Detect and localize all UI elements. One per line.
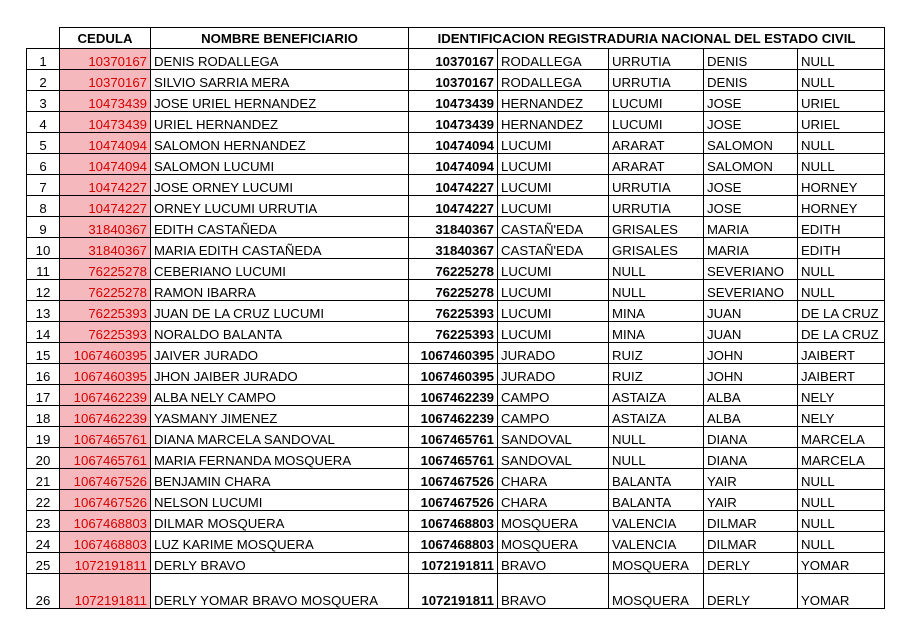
registry-id-cell: 1067462239 [409,385,498,406]
first-surname-cell: RODALLEGA [498,70,609,91]
registry-id-cell: 76225278 [409,280,498,301]
row-number-cell: 13 [27,301,60,322]
first-name-cell: DERLY [704,574,798,609]
cedula-cell: 1067462239 [60,406,151,427]
table-row [27,301,885,322]
table-row [27,112,885,133]
beneficiary-name-cell: JUAN DE LA CRUZ LUCUMI [151,301,409,322]
first-name-cell: JOSE [704,196,798,217]
second-surname-cell: NULL [609,448,704,469]
beneficiary-name-cell: SALOMON HERNANDEZ [151,133,409,154]
second-name-cell: EDITH [798,217,885,238]
first-surname-cell: JURADO [498,343,609,364]
header-nombre-beneficiario: NOMBRE BENEFICIARIO [151,28,409,49]
row-number-cell: 11 [27,259,60,280]
table-row [27,490,885,511]
second-name-cell: NULL [798,490,885,511]
second-name-cell: MARCELA [798,427,885,448]
beneficiary-name-cell: JAIVER JURADO [151,343,409,364]
beneficiary-name-cell: ORNEY LUCUMI URRUTIA [151,196,409,217]
row-number-cell: 14 [27,322,60,343]
table-row [27,427,885,448]
first-name-cell: YAIR [704,469,798,490]
registry-id-cell: 31840367 [409,238,498,259]
second-name-cell: NULL [798,280,885,301]
table-row [27,532,885,553]
first-surname-cell: SANDOVAL [498,427,609,448]
table-row [27,448,885,469]
first-name-cell: DILMAR [704,532,798,553]
cedula-cell: 1067468803 [60,511,151,532]
second-surname-cell: URRUTIA [609,49,704,70]
second-surname-cell: GRISALES [609,238,704,259]
row-number-cell: 17 [27,385,60,406]
beneficiary-name-cell: DERLY YOMAR BRAVO MOSQUERA [151,574,409,609]
first-name-cell: SALOMON [704,154,798,175]
beneficiary-name-cell: MARIA EDITH CASTAÑEDA [151,238,409,259]
second-surname-cell: NULL [609,427,704,448]
row-number-cell: 10 [27,238,60,259]
registry-id-cell: 31840367 [409,217,498,238]
first-name-cell: SEVERIANO [704,280,798,301]
second-surname-cell: ARARAT [609,133,704,154]
table-row [27,406,885,427]
table-row [27,217,885,238]
row-number-cell: 2 [27,70,60,91]
first-surname-cell: RODALLEGA [498,49,609,70]
cedula-cell: 10474227 [60,196,151,217]
first-surname-cell: CHARA [498,490,609,511]
row-number-cell: 7 [27,175,60,196]
cedula-cell: 10474094 [60,154,151,175]
first-name-cell: JUAN [704,322,798,343]
first-surname-cell: SANDOVAL [498,448,609,469]
table-row [27,70,885,91]
table-row [27,385,885,406]
second-surname-cell: ARARAT [609,154,704,175]
first-surname-cell: LUCUMI [498,133,609,154]
cedula-cell: 76225393 [60,301,151,322]
registry-id-cell: 1067465761 [409,448,498,469]
registry-id-cell: 1072191811 [409,553,498,574]
registry-id-cell: 1067468803 [409,532,498,553]
registry-id-cell: 10473439 [409,91,498,112]
table-body [27,49,885,609]
row-number-cell: 6 [27,154,60,175]
second-name-cell: NULL [798,70,885,91]
row-number-cell: 20 [27,448,60,469]
cedula-cell: 10473439 [60,91,151,112]
table-row [27,322,885,343]
first-surname-cell: CHARA [498,469,609,490]
first-name-cell: ALBA [704,385,798,406]
registry-id-cell: 1067465761 [409,427,498,448]
first-name-cell: JOSE [704,175,798,196]
registry-id-cell: 10370167 [409,70,498,91]
second-surname-cell: VALENCIA [609,532,704,553]
cedula-cell: 76225393 [60,322,151,343]
second-name-cell: NULL [798,259,885,280]
first-surname-cell: BRAVO [498,553,609,574]
second-name-cell: YOMAR [798,574,885,609]
second-surname-cell: NULL [609,280,704,301]
first-surname-cell: BRAVO [498,574,609,609]
cedula-cell: 1067460395 [60,364,151,385]
table-row [27,574,885,609]
cedula-cell: 31840367 [60,217,151,238]
beneficiary-name-cell: JHON JAIBER JURADO [151,364,409,385]
beneficiary-name-cell: DILMAR MOSQUERA [151,511,409,532]
table-row [27,343,885,364]
second-name-cell: HORNEY [798,175,885,196]
second-name-cell: EDITH [798,238,885,259]
table-row [27,196,885,217]
first-name-cell: MARIA [704,238,798,259]
beneficiary-name-cell: ALBA NELY CAMPO [151,385,409,406]
cedula-cell: 1067468803 [60,532,151,553]
cedula-cell: 1072191811 [60,553,151,574]
second-surname-cell: URRUTIA [609,196,704,217]
second-name-cell: JAIBERT [798,364,885,385]
cedula-cell: 1067467526 [60,469,151,490]
second-surname-cell: MOSQUERA [609,574,704,609]
registry-id-cell: 10473439 [409,112,498,133]
cedula-cell: 1067462239 [60,385,151,406]
row-number-cell: 23 [27,511,60,532]
first-name-cell: ALBA [704,406,798,427]
first-surname-cell: LUCUMI [498,154,609,175]
second-name-cell: NULL [798,469,885,490]
beneficiary-name-cell: URIEL HERNANDEZ [151,112,409,133]
first-name-cell: DENIS [704,70,798,91]
registry-id-cell: 10370167 [409,49,498,70]
first-surname-cell: LUCUMI [498,322,609,343]
beneficiary-name-cell: DIANA MARCELA SANDOVAL [151,427,409,448]
cedula-cell: 1067460395 [60,343,151,364]
row-number-cell: 16 [27,364,60,385]
registry-id-cell: 1067462239 [409,406,498,427]
registry-id-cell: 76225393 [409,322,498,343]
row-number-cell: 15 [27,343,60,364]
registry-id-cell: 76225393 [409,301,498,322]
cedula-cell: 31840367 [60,238,151,259]
first-name-cell: SEVERIANO [704,259,798,280]
cedula-cell: 76225278 [60,280,151,301]
beneficiary-name-cell: EDITH CASTAÑEDA [151,217,409,238]
cedula-cell: 10473439 [60,112,151,133]
first-name-cell: JOSE [704,112,798,133]
second-surname-cell: GRISALES [609,217,704,238]
first-name-cell: JOHN [704,364,798,385]
row-number-cell: 5 [27,133,60,154]
row-number-cell: 22 [27,490,60,511]
beneficiary-name-cell: NORALDO BALANTA [151,322,409,343]
second-name-cell: DE LA CRUZ [798,301,885,322]
first-surname-cell: JURADO [498,364,609,385]
first-name-cell: YAIR [704,490,798,511]
row-number-cell: 8 [27,196,60,217]
first-name-cell: SALOMON [704,133,798,154]
row-number-cell: 18 [27,406,60,427]
beneficiary-name-cell: MARIA FERNANDA MOSQUERA [151,448,409,469]
header-blank-cell [27,28,60,49]
registry-id-cell: 10474094 [409,133,498,154]
table-row [27,553,885,574]
beneficiary-name-cell: SILVIO SARRIA MERA [151,70,409,91]
first-surname-cell: CASTAÑ'EDA [498,238,609,259]
cedula-cell: 10474094 [60,133,151,154]
beneficiary-name-cell: CEBERIANO LUCUMI [151,259,409,280]
table-row [27,91,885,112]
cedula-cell: 1067465761 [60,448,151,469]
registry-id-cell: 1067460395 [409,343,498,364]
first-surname-cell: HERNANDEZ [498,112,609,133]
second-surname-cell: VALENCIA [609,511,704,532]
table-row [27,511,885,532]
row-number-cell: 26 [27,574,60,609]
first-name-cell: DIANA [704,448,798,469]
second-surname-cell: URRUTIA [609,175,704,196]
second-name-cell: NELY [798,406,885,427]
second-name-cell: URIEL [798,112,885,133]
table-row [27,469,885,490]
row-number-cell: 24 [27,532,60,553]
first-surname-cell: CAMPO [498,406,609,427]
table-row [27,364,885,385]
second-surname-cell: RUIZ [609,364,704,385]
registry-id-cell: 1067460395 [409,364,498,385]
row-number-cell: 9 [27,217,60,238]
second-name-cell: YOMAR [798,553,885,574]
cedula-cell: 76225278 [60,259,151,280]
second-surname-cell: ASTAIZA [609,385,704,406]
first-surname-cell: HERNANDEZ [498,91,609,112]
row-number-cell: 1 [27,49,60,70]
table-row [27,175,885,196]
cedula-cell: 10370167 [60,70,151,91]
header-registraduria: IDENTIFICACION REGISTRADURIA NACIONAL DEL ESTADO CIVIL [409,28,885,49]
registry-id-cell: 10474227 [409,175,498,196]
row-number-cell: 25 [27,553,60,574]
second-surname-cell: LUCUMI [609,91,704,112]
beneficiary-name-cell: JOSE ORNEY LUCUMI [151,175,409,196]
beneficiary-registry-table [26,27,885,609]
header-cedula: CEDULA [60,28,151,49]
second-name-cell: NULL [798,133,885,154]
first-surname-cell: LUCUMI [498,301,609,322]
beneficiary-name-cell: DERLY BRAVO [151,553,409,574]
beneficiary-name-cell: SALOMON LUCUMI [151,154,409,175]
first-surname-cell: LUCUMI [498,259,609,280]
second-name-cell: NELY [798,385,885,406]
row-number-cell: 3 [27,91,60,112]
registry-id-cell: 1072191811 [409,574,498,609]
second-surname-cell: MINA [609,322,704,343]
second-surname-cell: MINA [609,301,704,322]
row-number-cell: 21 [27,469,60,490]
second-surname-cell: BALANTA [609,469,704,490]
cedula-cell: 1072191811 [60,574,151,609]
table-header-row [27,28,885,49]
cedula-cell: 10474227 [60,175,151,196]
first-surname-cell: CASTAÑ'EDA [498,217,609,238]
registry-id-cell: 76225278 [409,259,498,280]
second-surname-cell: URRUTIA [609,70,704,91]
cedula-cell: 10370167 [60,49,151,70]
beneficiary-name-cell: YASMANY JIMENEZ [151,406,409,427]
second-name-cell: NULL [798,532,885,553]
table-row [27,154,885,175]
second-name-cell: NULL [798,49,885,70]
second-surname-cell: MOSQUERA [609,553,704,574]
registry-id-cell: 10474227 [409,196,498,217]
beneficiary-name-cell: JOSE URIEL HERNANDEZ [151,91,409,112]
second-surname-cell: BALANTA [609,490,704,511]
second-surname-cell: RUIZ [609,343,704,364]
second-name-cell: NULL [798,511,885,532]
second-name-cell: HORNEY [798,196,885,217]
first-name-cell: DIANA [704,427,798,448]
beneficiary-name-cell: DENIS RODALLEGA [151,49,409,70]
second-surname-cell: LUCUMI [609,112,704,133]
registry-id-cell: 1067467526 [409,490,498,511]
table-row [27,238,885,259]
second-name-cell: JAIBERT [798,343,885,364]
first-name-cell: JUAN [704,301,798,322]
beneficiary-name-cell: NELSON LUCUMI [151,490,409,511]
first-surname-cell: LUCUMI [498,196,609,217]
cedula-cell: 1067467526 [60,490,151,511]
cedula-cell: 1067465761 [60,427,151,448]
first-surname-cell: MOSQUERA [498,532,609,553]
table-row [27,133,885,154]
first-name-cell: DERLY [704,553,798,574]
first-name-cell: DENIS [704,49,798,70]
table-row [27,49,885,70]
registry-id-cell: 1067468803 [409,511,498,532]
beneficiary-name-cell: BENJAMIN CHARA [151,469,409,490]
first-name-cell: JOSE [704,91,798,112]
table-row [27,280,885,301]
first-surname-cell: CAMPO [498,385,609,406]
second-name-cell: DE LA CRUZ [798,322,885,343]
first-surname-cell: LUCUMI [498,280,609,301]
first-surname-cell: MOSQUERA [498,511,609,532]
second-surname-cell: ASTAIZA [609,406,704,427]
row-number-cell: 4 [27,112,60,133]
second-name-cell: URIEL [798,91,885,112]
row-number-cell: 12 [27,280,60,301]
first-name-cell: JOHN [704,343,798,364]
row-number-cell: 19 [27,427,60,448]
table-row [27,259,885,280]
first-surname-cell: LUCUMI [498,175,609,196]
second-name-cell: MARCELA [798,448,885,469]
second-surname-cell: NULL [609,259,704,280]
registry-id-cell: 10474094 [409,154,498,175]
second-name-cell: NULL [798,154,885,175]
first-name-cell: MARIA [704,217,798,238]
registry-id-cell: 1067467526 [409,469,498,490]
beneficiary-name-cell: LUZ KARIME MOSQUERA [151,532,409,553]
first-name-cell: DILMAR [704,511,798,532]
beneficiary-name-cell: RAMON IBARRA [151,280,409,301]
